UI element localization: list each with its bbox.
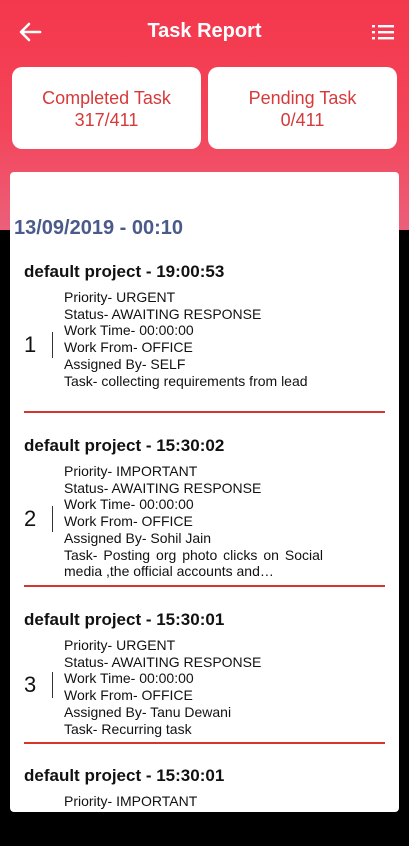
pending-task-card[interactable] (208, 67, 397, 149)
task-assigned-by: Assigned By- Sohil Jain (64, 529, 212, 546)
date-group-header: 13/09/2019 - 00:10 (14, 217, 184, 239)
task-work-from: Work From- OFFICE (64, 513, 193, 530)
task-divider (52, 672, 53, 698)
task-description: Task- collecting requirements from lead (64, 372, 308, 389)
task-title: default project - 19:00:53 (24, 262, 225, 281)
task-number: 1 (24, 332, 37, 357)
task-item[interactable] (24, 610, 385, 744)
task-details (64, 289, 323, 389)
task-work-time: Work Time- 00:00:00 (64, 496, 194, 513)
task-item[interactable] (24, 766, 385, 846)
completed-task-label: Completed Task (42, 88, 171, 108)
task-status: Status- AWAITING RESPONSE (64, 479, 262, 496)
top-bar (0, 0, 409, 64)
list-menu-icon[interactable] (369, 18, 397, 46)
task-item[interactable] (24, 436, 385, 587)
task-work-time: Work Time- 00:00:00 (64, 670, 194, 687)
completed-task-card[interactable] (12, 67, 201, 149)
page-title: Task Report (147, 20, 262, 42)
task-divider (52, 332, 53, 358)
task-work-time: Work Time- 00:00:00 (64, 322, 194, 339)
task-title: default project - 15:30:01 (24, 610, 225, 629)
task-details (64, 463, 323, 580)
task-number: 3 (24, 672, 37, 697)
completed-task-value: 317/411 (74, 110, 139, 130)
task-priority: Priority- URGENT (64, 289, 176, 305)
task-title: default project - 15:30:02 (24, 436, 225, 455)
task-divider (52, 506, 53, 532)
task-priority: Priority- URGENT (64, 637, 176, 653)
task-work-from: Work From- OFFICE (64, 687, 193, 704)
task-priority: Priority- IMPORTANT (64, 793, 198, 809)
task-work-from: Work From- OFFICE (64, 339, 193, 356)
task-details (64, 637, 323, 737)
task-assigned-by: Assigned By- SELF (64, 355, 186, 372)
task-description: Task- Posting org photo clicks on Social media ,the official accounts and… (64, 546, 323, 580)
task-description: Task- Recurring task (64, 720, 192, 737)
task-details (64, 793, 323, 810)
task-priority: Priority- IMPORTANT (64, 463, 198, 479)
pending-task-label: Pending Task (248, 88, 357, 108)
task-title: default project - 15:30:01 (24, 766, 225, 785)
task-report-panel (10, 172, 399, 812)
task-status: Status- AWAITING RESPONSE (64, 305, 262, 322)
pending-task-value: 0/411 (280, 110, 325, 130)
task-assigned-by: Assigned By- Tanu Dewani (64, 703, 232, 720)
task-number: 2 (24, 506, 37, 531)
task-item[interactable] (24, 262, 385, 413)
task-status: Status- AWAITING RESPONSE (64, 653, 262, 670)
